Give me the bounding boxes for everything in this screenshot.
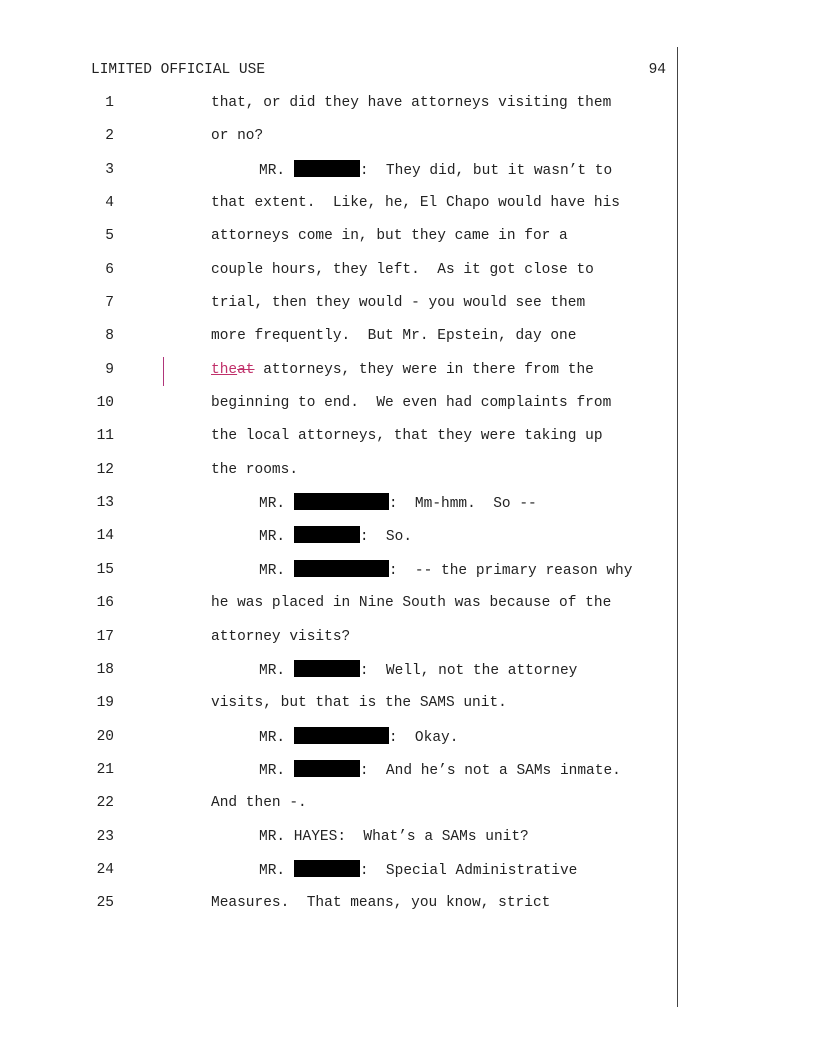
line-text: attorney visits? [211,628,351,645]
line-text: more frequently. But Mr. Epstein, day one [211,328,577,345]
line-text: : Okay. [388,729,459,746]
revised-line [211,360,594,380]
transcript-line [0,160,676,193]
page-header [91,60,666,80]
transcript-line [0,460,676,493]
transcript-line [0,260,676,293]
line-number: 19 [96,695,114,712]
line-text: visits, but that is the SAMS unit. [211,695,507,712]
line-text: he was placed in Nine South was because of the [211,595,612,612]
transcript-line [0,293,676,326]
transcript-body [0,93,676,927]
classification-label: LIMITED OFFICIAL USE [91,62,266,78]
inserted-text: the [211,361,238,378]
transcript-line [0,360,676,393]
transcript-line [0,493,676,526]
line-number: 16 [96,595,114,612]
redaction-box [294,860,360,877]
speaker-label: MR. HAYES: [259,828,347,845]
line-text: : Mm-hmm. So -- [388,496,537,513]
line-text: : And he’s not a SAMs inmate. [359,762,621,779]
transcript-line [0,860,676,893]
redaction-box [294,727,389,744]
deleted-text: at [237,361,255,378]
speaker-line [259,660,577,681]
right-margin-rule [677,47,678,1007]
speaker-line [259,493,537,514]
line-number: 2 [105,128,114,145]
speaker-line [259,860,577,881]
line-number: 17 [96,628,114,645]
line-text: that extent. Like, he, El Chapo would have his [211,195,620,212]
line-text: : So. [359,529,413,546]
line-number: 9 [105,361,114,378]
line-text: : -- the primary reason why [388,562,633,579]
line-text: the local attorneys, that they were taking up [211,428,603,445]
line-text: attorneys, they were in there from the [254,361,594,378]
redaction-box [294,493,389,510]
transcript-line [0,393,676,426]
redaction-box [294,560,389,577]
page-number: 94 [648,62,666,78]
speaker-line [259,727,458,748]
speaker-line [259,526,412,547]
line-text: or no? [211,128,264,145]
line-text: couple hours, they left. As it got close to [211,261,594,278]
line-number: 12 [96,461,114,478]
transcript-line [0,126,676,159]
line-text: that, or did they have attorneys visiting them [211,95,612,111]
line-number: 18 [96,661,114,678]
line-number: 8 [105,328,114,345]
transcript-line [0,593,676,626]
transcript-line [0,793,676,826]
speaker-label: MR. [259,862,286,879]
line-number: 20 [96,728,114,745]
line-text: attorneys come in, but they came in for a [211,228,568,245]
line-number: 6 [105,261,114,278]
revision-change-bar [163,357,164,386]
line-number: 21 [96,761,114,778]
line-text: : They did, but it wasn’t to [359,162,613,179]
transcript-line [0,760,676,793]
speaker-label: MR. [259,162,286,179]
speaker-label: MR. [259,529,286,546]
speaker-label: MR. [259,762,286,779]
transcript-line [0,226,676,259]
line-text: : Special Administrative [359,862,578,879]
line-number: 15 [96,561,114,578]
transcript-line [0,193,676,226]
transcript-line [0,827,676,860]
redaction-box [294,660,360,677]
transcript-line [0,627,676,660]
transcript-line [0,93,676,126]
speaker-label: MR. [259,662,286,679]
line-text: beginning to end. We even had complaints from [211,395,612,412]
line-number: 3 [105,161,114,178]
line-number: 11 [96,428,114,445]
line-number: 25 [96,895,114,912]
speaker-line [259,560,632,581]
redaction-box [294,760,360,777]
line-text: the rooms. [211,461,299,478]
line-number: 14 [96,528,114,545]
speaker-label: MR. [259,562,286,579]
line-text: What’s a SAMs unit? [346,828,529,845]
speaker-label: MR. [259,496,286,513]
line-number: 7 [105,295,114,312]
line-number: 24 [96,861,114,878]
line-number: 1 [105,95,114,111]
line-number: 22 [96,795,114,812]
speaker-label: MR. [259,729,286,746]
line-text: Measures. That means, you know, strict [211,895,551,912]
redaction-box [294,160,360,177]
line-text: trial, then they would - you would see them [211,295,586,312]
transcript-line [0,326,676,359]
line-number: 5 [105,228,114,245]
line-text: : Well, not the attorney [359,662,578,679]
speaker-line [259,827,529,847]
line-number: 23 [96,828,114,845]
speaker-line [259,760,621,781]
transcript-line [0,426,676,459]
line-number: 4 [105,195,114,212]
transcript-line [0,727,676,760]
redaction-box [294,526,360,543]
line-number: 13 [96,495,114,512]
transcript-line [0,693,676,726]
line-number: 10 [96,395,114,412]
transcript-line [0,893,676,926]
transcript-line [0,526,676,559]
transcript-line [0,560,676,593]
line-text: And then -. [211,795,307,812]
transcript-line [0,660,676,693]
speaker-line [259,160,612,181]
